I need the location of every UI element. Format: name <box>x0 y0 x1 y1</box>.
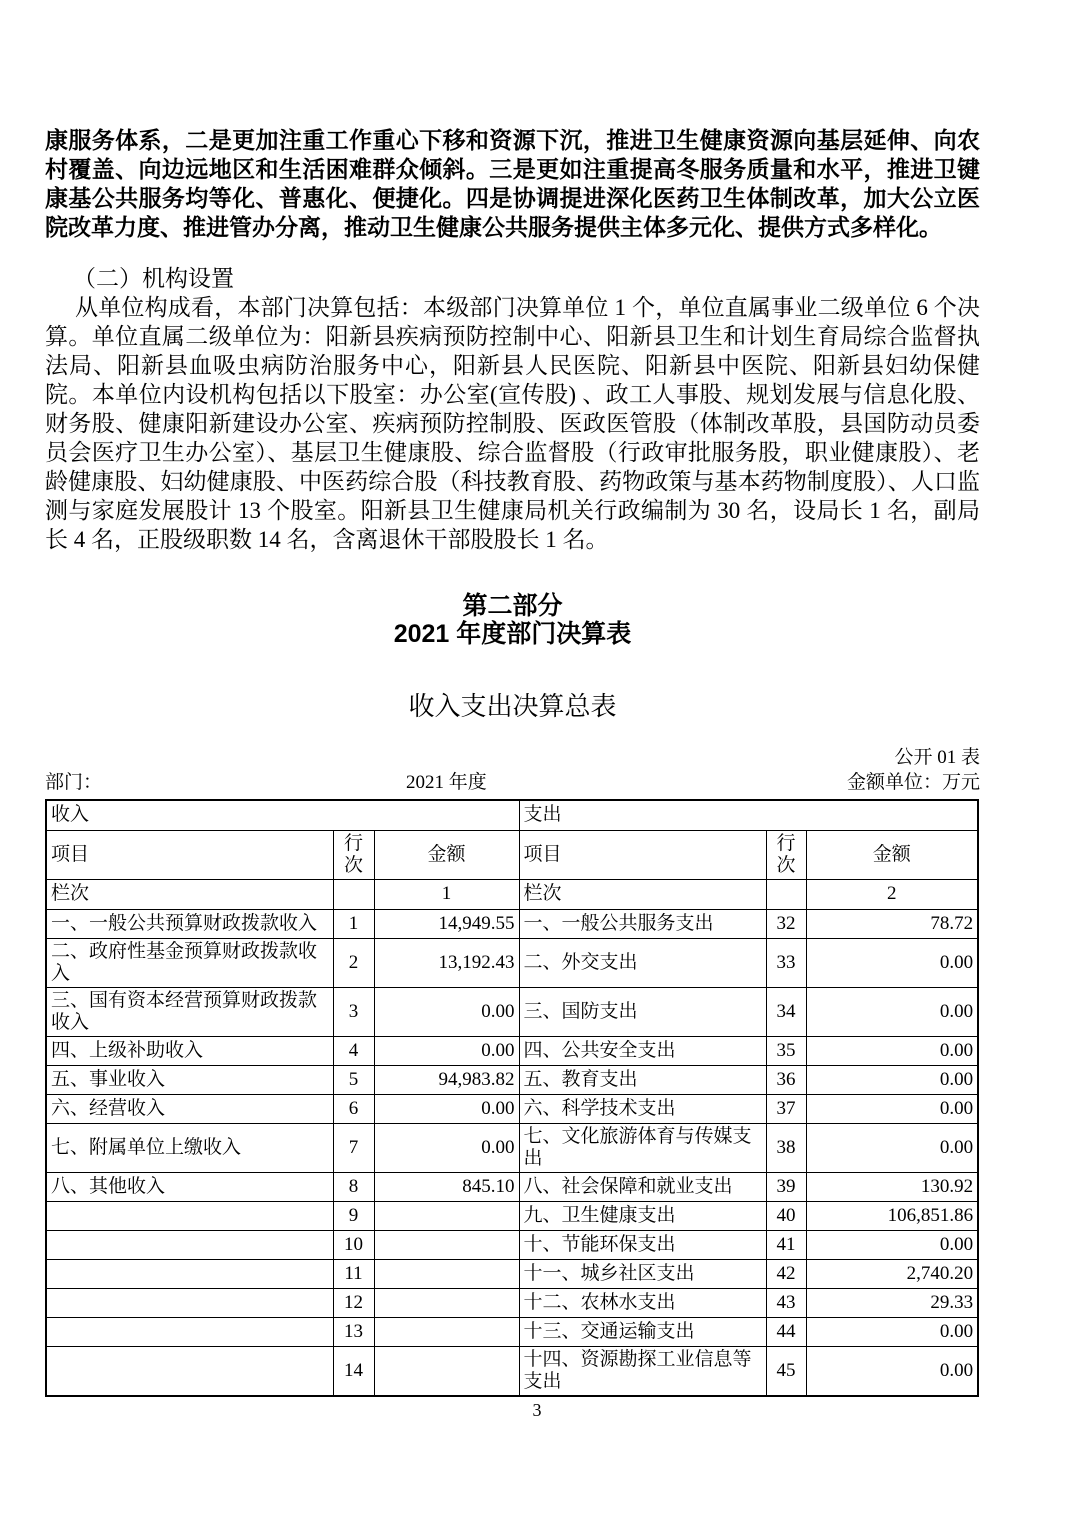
paragraph-organization-setup: 从单位构成看，本部门决算包括：本级部门决算单位 1 个，单位直属事业二级单位 6 个决算。单位直属二级单位为：阳新县疾病预防控制中心、阳新县卫生和计划生育局综合监督执法局、阳新县血吸虫病防治服务中心，阳新县人民医院、阳新县中医院、阳新县妇幼保健院。本单位内设机构包括以下股室：办公室(宣传股) 、政工人事股、规划发展与信息化股、财务股、健康阳新建设办公室、疾病预防控制股、医政医管股（体制改革股，县国防动员委员会医疗卫生办公室）、基层卫生健康股、综合监督股（行政审批服务股，职业健康股）、老龄健康股、妇幼健康股、中医药综合股（科技教育股、药物政策与基本药物制度股）、人口监测与家庭发展股计 13 个股室。阳新县卫生健康局机关行政编制为 30 名，设局长 1 名，副局长 4 名，正股级职数 14 名，含离退休干部股股长 1 名。 <box>45 295 980 552</box>
cell-income-amount: 845.10 <box>374 1172 519 1201</box>
cell-income-item: 三、国有资本经营预算财政拨款收入 <box>46 987 333 1036</box>
table-row <box>46 938 978 987</box>
table-title: 收入支出决算总表 <box>408 691 617 721</box>
cell-expense-line: 42 <box>766 1259 806 1288</box>
table-row <box>46 1230 978 1259</box>
cell-expense-amount: 0.00 <box>806 1094 978 1123</box>
cell-income-amount: 94,983.82 <box>374 1065 519 1094</box>
cell-income-line: 14 <box>333 1346 374 1396</box>
cell-income-item <box>46 1288 333 1317</box>
table-row <box>46 1201 978 1230</box>
cell-expense-line: 34 <box>766 987 806 1036</box>
cell-expense-line: 33 <box>766 938 806 987</box>
cell-expense-amount: 78.72 <box>806 909 978 938</box>
expense-section-header: 支出 <box>519 800 978 830</box>
cell-income-amount: 0.00 <box>374 1123 519 1172</box>
page-number: 3 <box>532 1400 542 1420</box>
section-heading-organization: （二）机构设置 <box>73 266 234 291</box>
table-row <box>46 909 978 938</box>
table-row <box>46 1094 978 1123</box>
cell-income-line: 3 <box>333 987 374 1036</box>
cell-income-line: 1 <box>333 909 374 938</box>
cell-income-item: 四、上级补助收入 <box>46 1036 333 1065</box>
cell-income-item: 二、政府性基金预算财政拨款收入 <box>46 938 333 987</box>
cell-income-item: 八、其他收入 <box>46 1172 333 1201</box>
cell-expense-amount: 29.33 <box>806 1288 978 1317</box>
table-row <box>46 1036 978 1065</box>
cell-expense-item: 五、教育支出 <box>519 1065 766 1094</box>
cell-income-item <box>46 1317 333 1346</box>
cell-income-line: 10 <box>333 1230 374 1259</box>
cell-income-amount: 0.00 <box>374 987 519 1036</box>
cell-expense-line: 37 <box>766 1094 806 1123</box>
cell-expense-line: 35 <box>766 1036 806 1065</box>
expense-amount-header: 金额 <box>806 830 978 879</box>
part-heading-block <box>45 592 980 648</box>
cell-income-amount <box>374 1346 519 1396</box>
cell-expense-amount: 0.00 <box>806 1036 978 1065</box>
income-line-header: 行次 <box>333 830 374 879</box>
income-item-header: 项目 <box>46 830 333 879</box>
cell-expense-amount: 0.00 <box>806 1317 978 1346</box>
cell-income-item: 一、一般公共预算财政拨款收入 <box>46 909 333 938</box>
cell-expense-item: 一、一般公共服务支出 <box>519 909 766 938</box>
income-section-header: 收入 <box>46 800 519 830</box>
part-title: 第二部分 <box>462 592 563 620</box>
cell-income-line: 2 <box>333 938 374 987</box>
table-row <box>46 1317 978 1346</box>
cell-expense-line: 41 <box>766 1230 806 1259</box>
cell-income-amount <box>374 1317 519 1346</box>
cell-income-item <box>46 1230 333 1259</box>
cell-expense-item: 六、科学技术支出 <box>519 1094 766 1123</box>
cell-income-line: 6 <box>333 1094 374 1123</box>
expense-line-blank <box>766 879 806 909</box>
cell-income-line: 4 <box>333 1036 374 1065</box>
cell-income-line: 12 <box>333 1288 374 1317</box>
cell-income-amount: 14,949.55 <box>374 909 519 938</box>
cell-expense-amount: 0.00 <box>806 1346 978 1396</box>
cell-expense-amount: 0.00 <box>806 1123 978 1172</box>
cell-expense-line: 45 <box>766 1346 806 1396</box>
cell-expense-amount: 0.00 <box>806 938 978 987</box>
cell-income-amount <box>374 1259 519 1288</box>
cell-income-item <box>46 1346 333 1396</box>
income-line-blank <box>333 879 374 909</box>
cell-income-item: 六、经营收入 <box>46 1094 333 1123</box>
cell-expense-line: 32 <box>766 909 806 938</box>
cell-expense-item: 十四、资源勘探工业信息等支出 <box>519 1346 766 1396</box>
cell-income-item: 五、事业收入 <box>46 1065 333 1094</box>
amount-unit-label: 金额单位：万元 <box>846 772 980 793</box>
income-column-number: 1 <box>374 879 519 909</box>
cell-expense-line: 38 <box>766 1123 806 1172</box>
table-row <box>46 1346 978 1396</box>
cell-expense-line: 40 <box>766 1201 806 1230</box>
table-row <box>46 1288 978 1317</box>
cell-income-amount: 0.00 <box>374 1094 519 1123</box>
cell-expense-item: 三、国防支出 <box>519 987 766 1036</box>
cell-income-line: 8 <box>333 1172 374 1201</box>
income-colnote-label: 栏次 <box>46 879 333 909</box>
cell-expense-item: 十三、交通运输支出 <box>519 1317 766 1346</box>
income-amount-header: 金额 <box>374 830 519 879</box>
cell-expense-line: 44 <box>766 1317 806 1346</box>
table-row <box>46 987 978 1036</box>
department-label: 部门： <box>45 772 103 793</box>
public-table-label: 公开 01 表 <box>894 747 980 768</box>
cell-expense-item: 四、公共安全支出 <box>519 1036 766 1065</box>
income-expense-summary-table <box>45 799 979 1397</box>
cell-expense-item: 七、文化旅游体育与传媒支出 <box>519 1123 766 1172</box>
cell-income-amount <box>374 1288 519 1317</box>
table-meta-row <box>45 771 980 795</box>
cell-expense-item: 十一、城乡社区支出 <box>519 1259 766 1288</box>
expense-colnote-label: 栏次 <box>519 879 766 909</box>
cell-income-item <box>46 1259 333 1288</box>
cell-expense-item: 二、外交支出 <box>519 938 766 987</box>
table-row <box>46 1065 978 1094</box>
cell-income-item <box>46 1201 333 1230</box>
cell-expense-amount: 0.00 <box>806 1065 978 1094</box>
cell-income-amount <box>374 1201 519 1230</box>
cell-expense-item: 十、节能环保支出 <box>519 1230 766 1259</box>
section-header-row <box>46 800 978 830</box>
cell-expense-item: 九、卫生健康支出 <box>519 1201 766 1230</box>
cell-expense-item: 八、社会保障和就业支出 <box>519 1172 766 1201</box>
year-label: 2021 年度 <box>406 772 487 793</box>
cell-income-amount: 13,192.43 <box>374 938 519 987</box>
cell-expense-amount: 2,740.20 <box>806 1259 978 1288</box>
cell-income-line: 5 <box>333 1065 374 1094</box>
table-row <box>46 1259 978 1288</box>
cell-income-line: 13 <box>333 1317 374 1346</box>
expense-item-header: 项目 <box>519 830 766 879</box>
cell-income-amount <box>374 1230 519 1259</box>
cell-expense-amount: 0.00 <box>806 1230 978 1259</box>
paragraph-continuation: 康服务体系，二是更加注重工作重心下移和资源下沉，推进卫生健康资源向基层延伸、向农村覆盖、向边远地区和生活困难群众倾斜。三是更如注重提高冬服务质量和水平，推进卫键康基公共服务均等化、普惠化、便捷化。四是协调提进深化医药卫生体制改革，加大公立医院改革力度、推进管办分离，推动卫生健康公共服务提供主体多元化、提供方式多样化。 <box>45 128 980 240</box>
cell-income-line: 9 <box>333 1201 374 1230</box>
part-subtitle: 2021 年度部门决算表 <box>393 620 632 648</box>
cell-income-line: 7 <box>333 1123 374 1172</box>
expense-line-header: 行次 <box>766 830 806 879</box>
cell-income-line: 11 <box>333 1259 374 1288</box>
cell-expense-line: 43 <box>766 1288 806 1317</box>
cell-expense-amount: 130.92 <box>806 1172 978 1201</box>
cell-expense-amount: 0.00 <box>806 987 978 1036</box>
cell-expense-amount: 106,851.86 <box>806 1201 978 1230</box>
cell-income-item: 七、附属单位上缴收入 <box>46 1123 333 1172</box>
cell-expense-line: 36 <box>766 1065 806 1094</box>
cell-expense-line: 39 <box>766 1172 806 1201</box>
table-row <box>46 1123 978 1172</box>
column-number-row <box>46 879 978 909</box>
table-row <box>46 1172 978 1201</box>
cell-expense-item: 十二、农林水支出 <box>519 1288 766 1317</box>
expense-column-number: 2 <box>806 879 978 909</box>
column-header-row <box>46 830 978 879</box>
cell-income-amount: 0.00 <box>374 1036 519 1065</box>
